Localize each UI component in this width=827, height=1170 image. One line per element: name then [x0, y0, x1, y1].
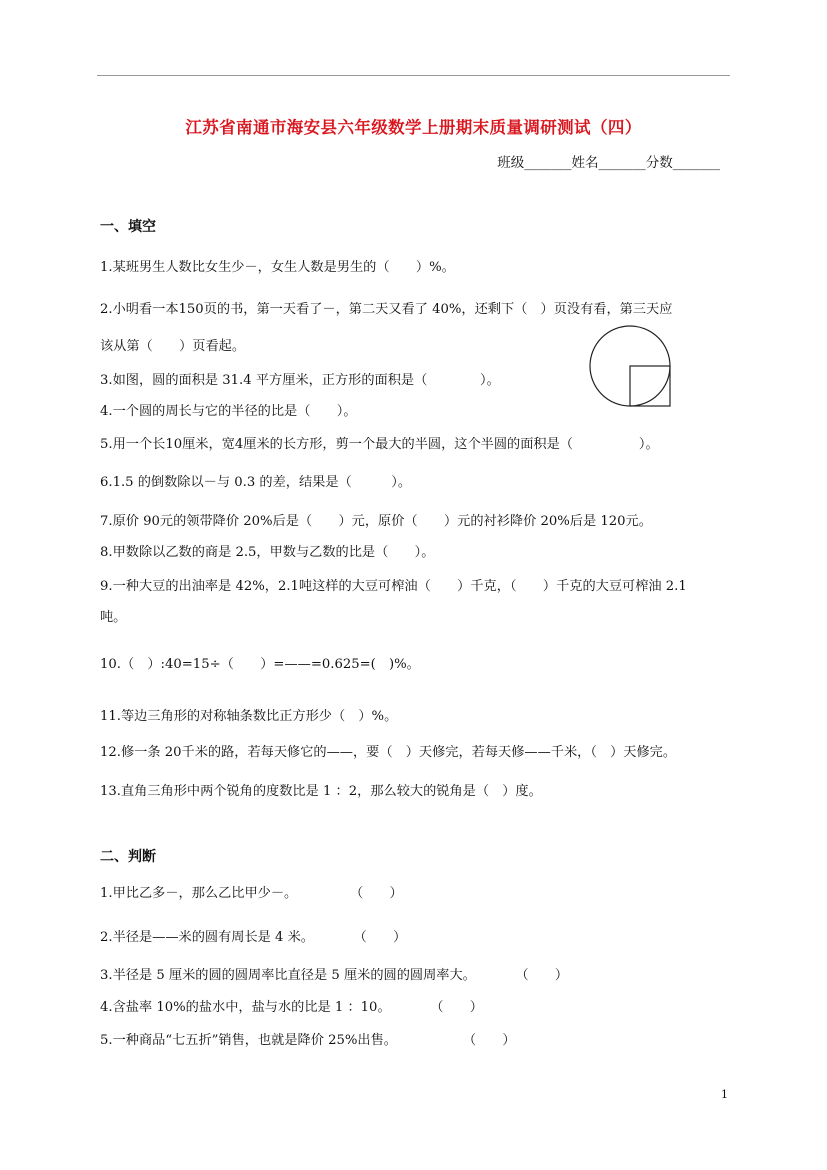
question-line: 1.某班男生人数比女生少－，女生人数是男生的（ ）%。 — [100, 260, 455, 275]
question-line: 该从第（ ）页看起。 — [100, 339, 246, 354]
question-line: 11.等边三角形的对称轴条数比正方形少（ ）%。 — [100, 709, 398, 724]
question-line: 13.直角三角形中两个锐角的度数比是 1 ：2，那么较大的锐角是（ ）度。 — [100, 784, 542, 799]
question-line: 7.原价 90元的领带降价 20%后是（ ）元，原价（ ）元的衬衫降价 20%后是 120元。 — [100, 514, 652, 529]
judge-line: 2.半径是——米的圆有周长是 4 米。 （ ） — [100, 930, 407, 945]
judge-line: 1.甲比乙多－，那么乙比甲少－。 （ ） — [100, 886, 403, 901]
square-shape — [630, 366, 670, 406]
question-line: 10.（ ）:40=15÷（ ）=——=0.625=( )%。 — [100, 657, 420, 672]
page-number: 1 — [721, 1088, 728, 1101]
question-line: 3.如图，圆的面积是 31.4 平方厘米，正方形的面积是（ ）。 — [100, 373, 500, 388]
question-line: 吨。 — [100, 610, 127, 625]
header-rule — [97, 75, 730, 76]
question-line: 4.一个圆的周长与它的半径的比是（ ）。 — [100, 404, 357, 419]
student-info-line: 班级_______姓名_______分数_______ — [497, 155, 720, 171]
section-heading-judge: 二、判断 — [100, 849, 156, 865]
judge-line: 3.半径是 5 厘米的圆的圆周率比直径是 5 厘米的圆的圆周率大。 （ ） — [100, 968, 569, 983]
circle-square-figure — [588, 324, 673, 412]
judge-line: 4.含盐率 10%的盐水中，盐与水的比是 1 ：10。 （ ） — [100, 1000, 483, 1015]
question-line: 8.甲数除以乙数的商是 2.5，甲数与乙数的比是（ ）。 — [100, 545, 435, 560]
question-line: 2.小明看一本150页的书，第一天看了－，第二天又看了 40%，还剩下（ ）页没有看，第三天应 — [100, 302, 673, 317]
question-line: 12.修一条 20千米的路，若每天修它的——，要（ ）天修完，若每天修——千米，（ ）天修完。 — [100, 745, 677, 760]
question-line: 9.一种大豆的出油率是 42%，2.1吨这样的大豆可榨油（ ）千克，（ ）千克的大豆可榨油 2.1 — [100, 579, 687, 594]
judge-line: 5.一种商品“七五折”销售，也就是降价 25%出售。 （ ） — [100, 1033, 516, 1048]
question-line: 5.用一个长10厘米，宽4厘米的长方形，剪一个最大的半圆，这个半圆的面积是（ ）。 — [100, 437, 659, 452]
section-heading-fill-in: 一、填空 — [100, 219, 156, 235]
document-title: 江苏省南通市海安县六年级数学上册期末质量调研测试（四） — [185, 118, 642, 137]
question-line: 6.1.5 的倒数除以－与 0.3 的差，结果是（ ）。 — [100, 475, 412, 490]
